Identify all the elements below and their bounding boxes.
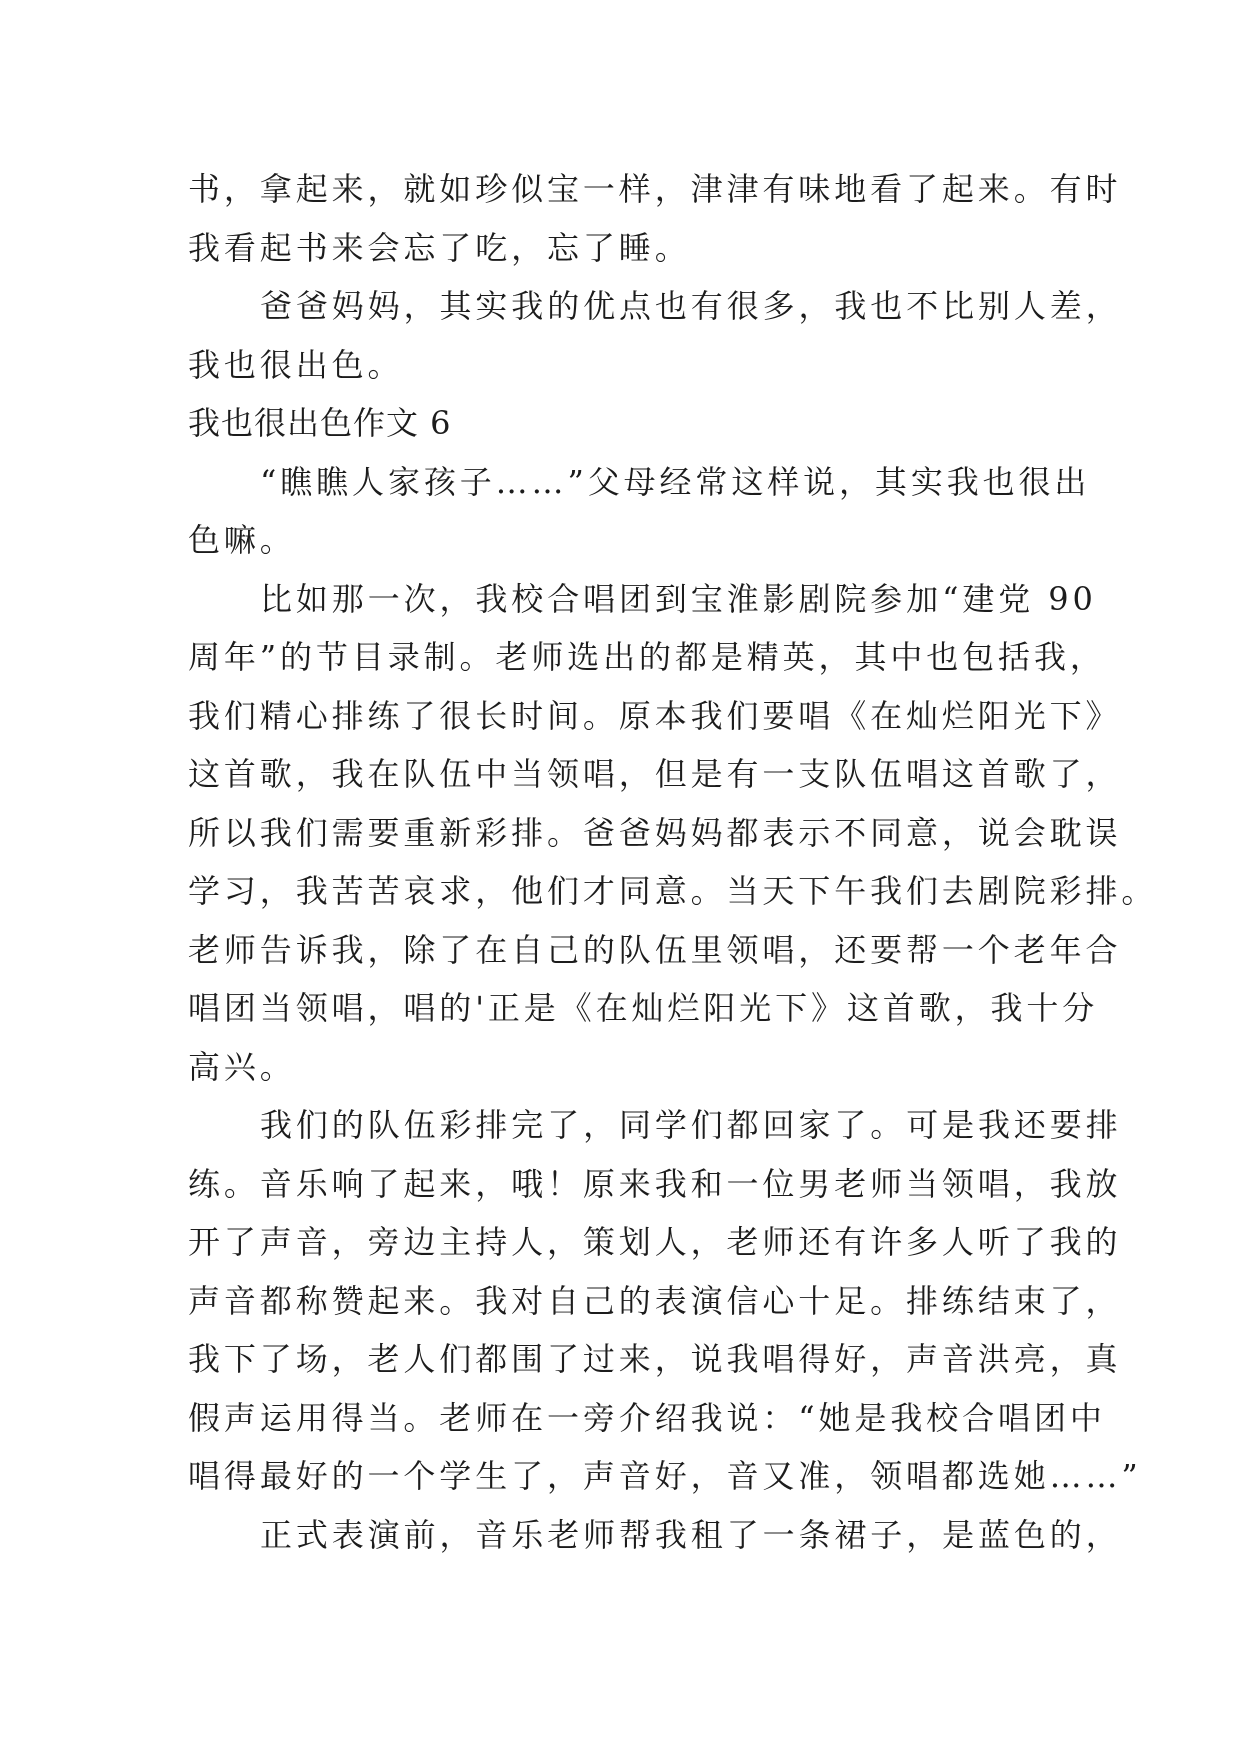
text-line: 开了声音，旁边主持人，策划人，老师还有许多人听了我的 xyxy=(188,1223,1122,1261)
text-line: 这首歌，我在队伍中当领唱，但是有一支队伍唱这首歌了， xyxy=(188,755,1122,793)
text-line: 高兴。 xyxy=(188,1047,296,1086)
text-line: 唱团当领唱，唱的'正是《在灿烂阳光下》这首歌，我十分 xyxy=(188,989,1099,1027)
text-line: “瞧瞧人家孩子……”父母经常这样说，其实我也很出 xyxy=(260,462,1091,501)
text-line: 我也很出色。 xyxy=(188,345,404,384)
text-line: 我们的队伍彩排完了，同学们都回家了。可是我还要排 xyxy=(260,1106,1122,1144)
text-line: 假声运用得当。老师在一旁介绍我说：“她是我校合唱团中 xyxy=(188,1398,1106,1437)
text-line: 所以我们需要重新彩排。爸爸妈妈都表示不同意，说会耽误 xyxy=(188,813,1122,852)
document-body xyxy=(188,160,1158,1564)
text-line: 正式表演前，音乐老师帮我租了一条裙子，是蓝色的， xyxy=(260,1515,1122,1554)
text-line: 学习，我苦苦哀求，他们才同意。当天下午我们去剧院彩排。 xyxy=(188,872,1158,910)
text-line: 色嘛。 xyxy=(188,521,296,559)
text-line: 爸爸妈妈，其实我的优点也有很多，我也不比别人差， xyxy=(260,287,1122,325)
text-line: 唱得最好的一个学生了，声音好，音又准，领唱都选她……” xyxy=(188,1457,1142,1495)
text-line: 书，拿起来，就如珍似宝一样，津津有味地看了起来。有时 xyxy=(188,170,1122,208)
text-line: 声音都称赞起来。我对自己的表演信心十足。排练结束了， xyxy=(188,1281,1122,1320)
text-line: 我们精心排练了很长时间。原本我们要唱《在灿烂阳光下》 xyxy=(188,696,1122,735)
text-line: 练。音乐响了起来，哦！原来我和一位男老师当领唱，我放 xyxy=(188,1164,1122,1203)
text-line: 我下了场，老人们都围了过来，说我唱得好，声音洪亮，真 xyxy=(188,1340,1122,1378)
text-line: 我看起书来会忘了吃，忘了睡。 xyxy=(188,228,691,267)
section-heading: 我也很出色作文 6 xyxy=(188,404,452,442)
text-line: 老师告诉我，除了在自己的队伍里领唱，还要帮一个老年合 xyxy=(188,930,1122,969)
text-line: 比如那一次，我校合唱团到宝淮影剧院参加“建党 90 xyxy=(260,579,1097,618)
text-line: 周年”的节目录制。老师选出的都是精英，其中也包括我， xyxy=(188,638,1106,676)
